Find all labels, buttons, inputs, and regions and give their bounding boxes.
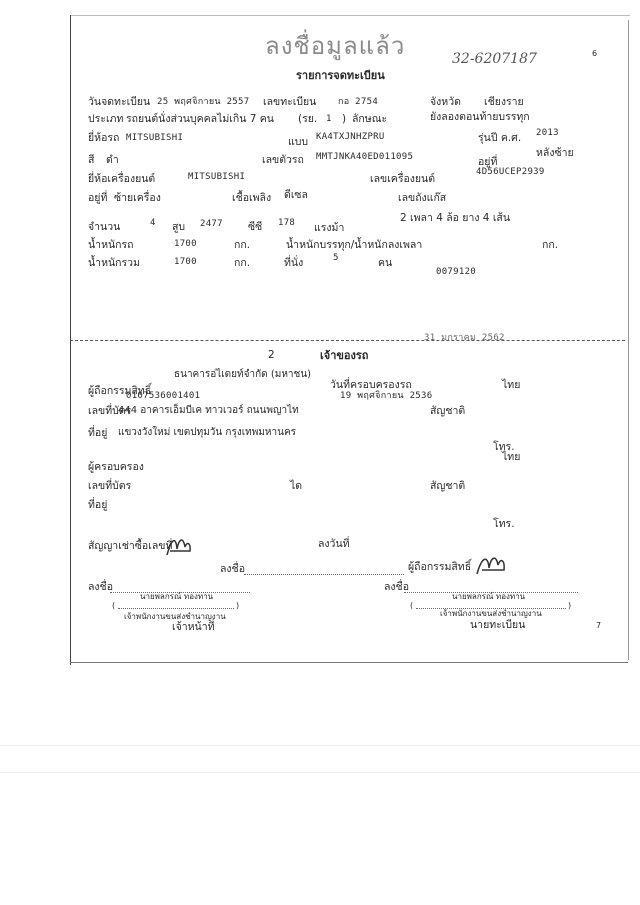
vehicle-style: ยังลองตอนท้ายบรรทุก: [430, 111, 530, 123]
paren-close-left: ): [236, 601, 240, 610]
province: เชียงราย: [484, 96, 524, 108]
owner-nationality-label: สัญชาติ: [430, 405, 466, 417]
owner-id: 0107536001401: [126, 391, 201, 401]
engine-brand: MITSUBISHI: [188, 172, 246, 182]
reg-date: 25 พฤศจิกายน 2557: [157, 97, 250, 107]
paren-open-left: (: [112, 601, 116, 610]
contract-label: สัญญาเช่าซื้อเลขที่: [88, 540, 173, 552]
owner-nationality: ไทย: [502, 379, 521, 391]
engine-location-label: อยู่ที่: [88, 192, 108, 204]
sign-label-middle: ลงชื่อ: [220, 563, 245, 575]
scan-line: [0, 745, 640, 746]
owner-address-label: ที่อยู่: [88, 427, 108, 439]
owner-label: ผู้ถือกรรมสิทธิ์: [88, 385, 152, 397]
paren-open-right: (: [410, 601, 414, 610]
cc: 2477: [200, 219, 223, 229]
owner-signature: [474, 550, 510, 580]
gross-label: น้ำหนักรวม: [88, 257, 140, 269]
reg-no: กอ 2754: [338, 97, 379, 107]
qty-label: จำนวน: [88, 221, 121, 233]
owner-sequence: 2: [268, 349, 275, 361]
model-year-label: รุ่นปี ค.ศ.: [478, 132, 522, 144]
rs-close: ): [342, 113, 347, 125]
vehicle-type: รถยนต์นั่งส่วนบุคคลไม่เกิน 7 คน: [126, 113, 274, 125]
horsepower-label: แรงม้า: [314, 222, 345, 234]
chassis-label: เลขตัวรถ: [262, 154, 304, 166]
model-label: แบบ: [288, 136, 309, 148]
document-number: 0079120: [436, 267, 477, 277]
brand: MITSUBISHI: [126, 133, 184, 143]
fuel-label: เชื้อเพลิง: [232, 192, 272, 204]
axles-wheels: 2 เพลา 4 ล้อ ยาง 4 เส้น: [400, 212, 510, 224]
engine-brand-label: ยี่ห้อเครื่องยนต์: [88, 173, 156, 185]
holder-nationality-label: สัญชาติ: [430, 480, 466, 492]
engine-number: 4D56UCEP2939: [476, 167, 545, 177]
cc-label: ซีซี: [248, 221, 263, 233]
seats-label: ที่นั่ง: [284, 257, 304, 269]
fuel: ดีเซล: [284, 189, 308, 201]
registered-stamp: ลงชื่อมูลแล้ว: [265, 32, 406, 60]
holder-label: ผู้ครอบครอง: [88, 461, 144, 473]
owner-id-label: เลขที่บัตร: [88, 405, 132, 417]
document-title: รายการจดทะเบียน: [296, 69, 385, 82]
officer-title-right: นายทะเบียน: [470, 619, 526, 631]
gross-weight: 1700: [174, 257, 197, 267]
owner-nationality-2: ไทย: [502, 451, 521, 463]
handwritten-number: 32-6207187: [452, 51, 537, 67]
color-label: สี: [88, 154, 95, 166]
weight: 1700: [174, 239, 197, 249]
holding-date: 19 พฤศจิกายน 2536: [340, 391, 433, 401]
page-mark-bottom: 7: [596, 621, 602, 630]
engine-location: ซ้ายเครื่อง: [114, 192, 161, 204]
chassis-number: MMTJNKA40ED011095: [316, 152, 414, 162]
seats: 5: [333, 253, 339, 263]
paren-close-right: ): [568, 601, 572, 610]
owner-phone-label: โทร.: [493, 441, 515, 453]
model-year: 2013: [536, 128, 559, 138]
page-border-top: [70, 15, 630, 16]
officer-position-right: เจ้าพนักงานขนส่งชำนาญงาน: [440, 609, 542, 618]
officer-name-right: นายพลกรณ์ ทองทาน: [452, 592, 526, 601]
reg-no-label: เลขทะเบียน: [263, 96, 317, 108]
rs-label: (รย.: [298, 113, 318, 125]
officer-name-left: นายพลกรณ์ ทองทาน: [140, 592, 214, 601]
chassis-at-label: อยู่ที่: [478, 156, 498, 168]
page-border-right: [628, 20, 629, 660]
type-label: ประเภท: [88, 113, 124, 125]
address-line-2: แขวงวังใหม่ เขตปทุมวัน กรุงเทพมหานคร: [118, 427, 297, 438]
sign-label-right: ลงชื่อ: [384, 581, 409, 593]
holder-fragment: ได: [290, 480, 303, 492]
load-label: น้ำหนักบรรทุก/น้ำหนักลงเพลา: [286, 239, 423, 251]
engine-no-label: เลขเครื่องยนต์: [370, 173, 436, 185]
cylinders: 4: [150, 218, 156, 228]
owner-name: ธนาคารอ่ไเดยท์จำกัด (มหาชน): [174, 369, 312, 380]
holder-id-label: เลขที่บัตร: [88, 480, 132, 492]
model: KA4TXJNHZPRU: [316, 132, 385, 142]
header-date: 31 มกราคม 2562: [424, 333, 505, 343]
color: ดำ: [106, 154, 119, 166]
holder-address-label: ที่อยู่: [88, 499, 108, 511]
address-line-1: 444 อาคารเอ็มบีเค ทาวเวอร์ ถนนพญาไท: [118, 405, 299, 416]
chassis-location: หลังซ้าย: [536, 147, 574, 159]
paren-line-left: [118, 608, 234, 609]
contract-date-label: ลงวันที่: [318, 538, 350, 550]
page-mark-top: 6: [592, 49, 598, 58]
weight-label: น้ำหนักรถ: [88, 239, 134, 251]
owner-section-title: เจ้าของรถ: [320, 349, 369, 362]
gross-unit: กก.: [234, 257, 251, 269]
style-label: ลักษณะ: [352, 113, 388, 125]
scan-line: [0, 772, 640, 773]
officer-title-left: เจ้าหน้าที่: [172, 621, 215, 633]
rs-number: 1: [326, 114, 332, 124]
section-divider: [70, 340, 625, 341]
brand-label: ยี่ห้อรถ: [88, 132, 120, 144]
gas-tank-label: เลขถังแก๊ส: [398, 192, 447, 204]
load-unit: กก.: [542, 239, 559, 251]
sign-label-left: ลงชื่อ: [88, 581, 113, 593]
cylinders-label: สูบ: [172, 221, 186, 233]
sign-line-middle: [244, 574, 404, 575]
officer-position-left: เจ้าพนักงานขนส่งชำนาญงาน: [124, 612, 226, 621]
horsepower: 178: [278, 218, 296, 228]
page-border-bottom: [70, 662, 628, 663]
weight-unit: กก.: [234, 239, 251, 251]
reg-date-label: วันจดทะเบียน: [88, 96, 151, 108]
seats-unit: คน: [378, 257, 393, 269]
holding-date-label: วันที่ครอบครองรถ: [330, 379, 412, 391]
holder-phone-label: โทร.: [493, 518, 515, 530]
owner-signature-label: ผู้ถือกรรมสิทธิ์: [408, 561, 472, 573]
initial-signature: [164, 533, 194, 561]
province-label: จังหวัด: [430, 96, 461, 108]
